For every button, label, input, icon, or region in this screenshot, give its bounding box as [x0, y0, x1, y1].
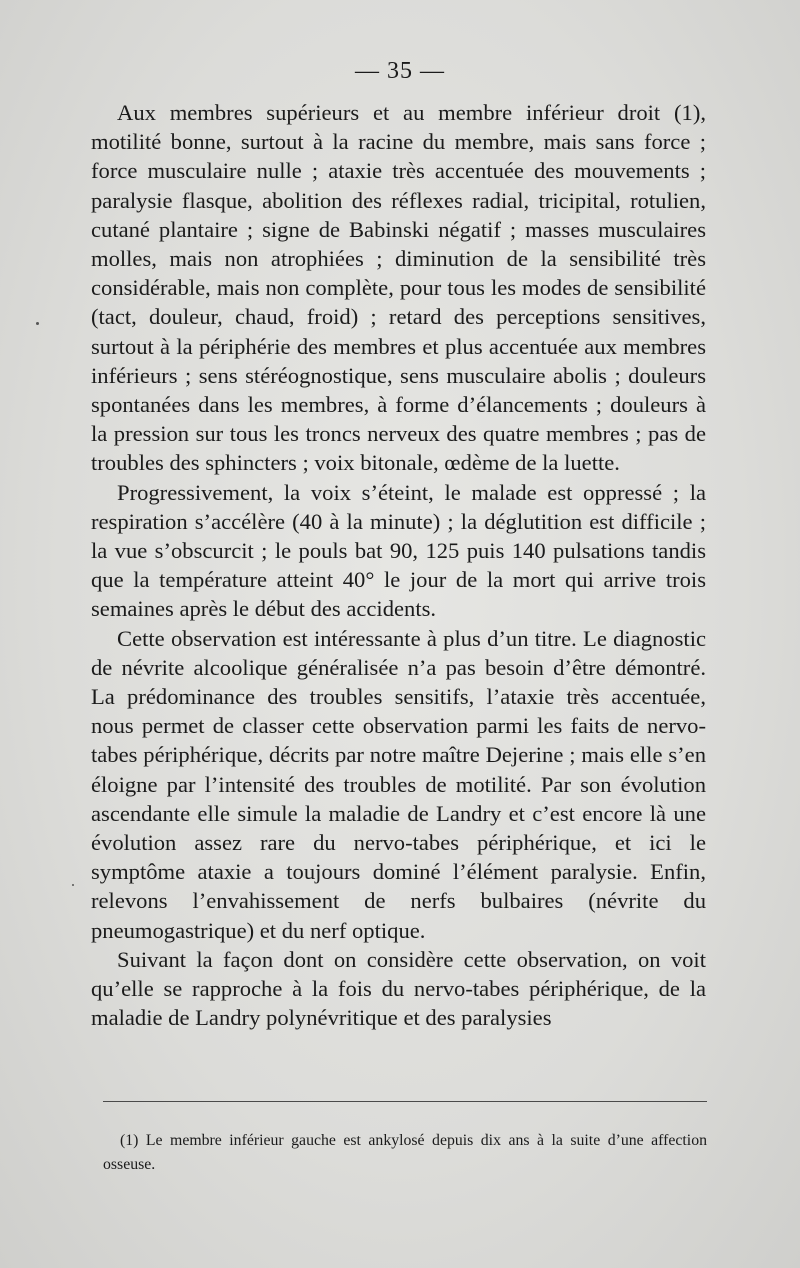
body-text [91, 98, 706, 1033]
footnote: (1) Le membre inférieur gauche est ankylosé depuis dix ans à la suite d’une affection osseuse. [103, 1132, 707, 1173]
print-speck [72, 884, 74, 886]
paragraph-discussion: Cette observation est intéressante à plus d’un titre. Le diagnostic de névrite alcoolique généralisée n’a pas besoin d’être démontré. La prédominance des troubles sensitifs, l’ataxie très accentuée, nous permet de classer cette observation parmi les faits de nervo-tabes périphérique, décrits par notre maître Dejerine ; mais elle s’en éloigne par l’intensité des troubles de motilité. Par son évolution ascendante elle simule la maladie de Landry et c’est encore là une évolution assez rare du nervo-tabes périphérique, et ici le symptôme ataxie a toujours dominé l’élément paralysie. Enfin, relevons l’envahissement de nerfs bulbaires (névrite du pneumogastrique) et du nerf optique. [91, 625, 706, 943]
footnote-divider [103, 1101, 707, 1102]
page-number: — 35 — [355, 58, 445, 84]
print-speck [36, 322, 39, 325]
paragraph-conclusion: Suivant la façon dont on considère cette observation, on voit qu’elle se rapproche à la fois du nervo-tabes périphérique, de la maladie de Landry polynévritique et des paralysies [91, 946, 706, 1031]
paragraph-progression: Progressivement, la voix s’éteint, le malade est oppressé ; la respiration s’accélère (40 à la minute) ; la déglutition est difficile ; la vue s’obscurcit ; le pouls bat 90, 125 puis 140 pulsations tandis que la température atteint 40° le jour de la mort qui arrive trois semaines après le début des accidents. [91, 479, 706, 622]
paragraph-clinical-signs: Aux membres supérieurs et au membre inférieur droit (1), motilité bonne, surtout à la racine du membre, mais sans force ; force musculaire nulle ; ataxie très accentuée des mouvements ; paralysie flasque, abolition des réflexes radial, tricipital, rotulien, cutané plantaire ; signe de Babinski négatif ; masses musculaires molles, mais non atrophiées ; diminution de la sensibilité très considérable, mais non complète, pour tous les modes de sensibilité (tact, douleur, chaud, froid) ; retard des perceptions sensitives, surtout à la périphérie des membres et plus accentuée aux membres inférieurs ; sens stéréognostique, sens musculaire abolis ; douleurs spontanées dans les membres, à forme d’élancements ; douleurs à la pression sur tous les troncs nerveux des quatre membres ; pas de troubles des sphincters ; voix bitonale, œdème de la luette. [91, 100, 706, 476]
